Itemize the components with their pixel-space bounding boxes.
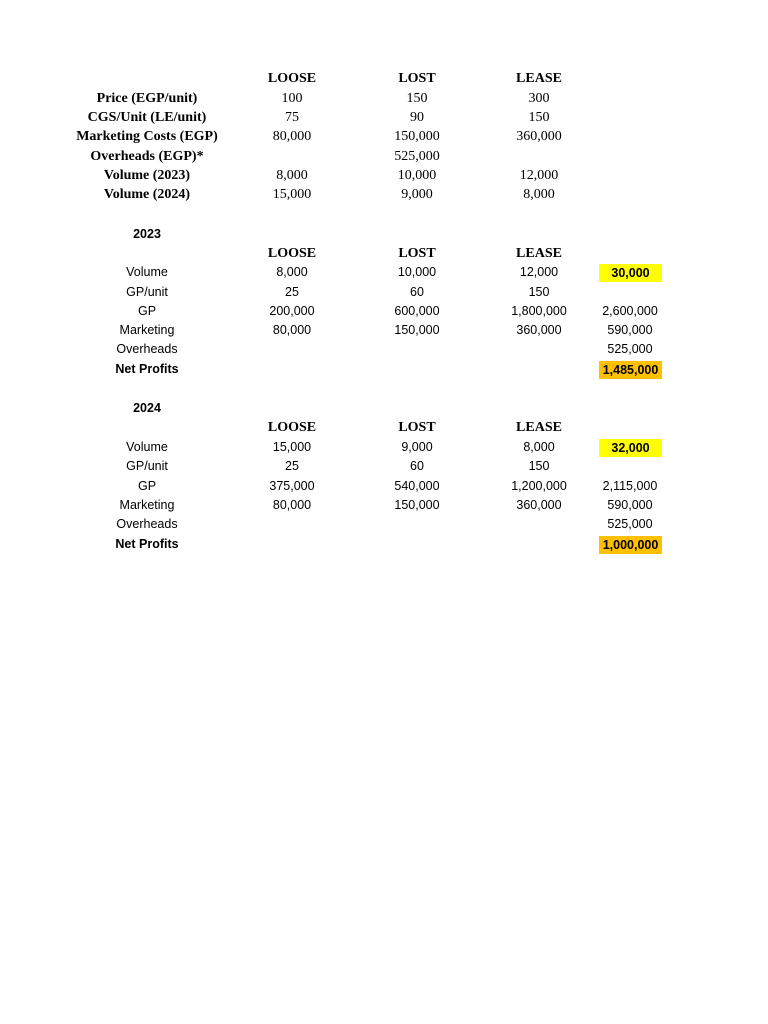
row-label: Volume — [126, 440, 168, 454]
section-2023-title-row — [0, 225, 768, 244]
section-2023-row-marketing — [0, 321, 768, 340]
cell-loose: 100 — [281, 91, 303, 106]
cell-lost: 150,000 — [394, 129, 440, 144]
inputs-row-price — [0, 89, 768, 108]
cell-lease: 1,200,000 — [511, 479, 567, 493]
cell-lost: 9,000 — [401, 440, 433, 454]
cell-loose: 80,000 — [272, 129, 312, 144]
section-2024-row-marketing — [0, 496, 768, 515]
row-label: GP/unit — [126, 285, 168, 299]
cell-loose — [242, 147, 342, 166]
row-label: GP — [137, 479, 157, 493]
section-2024-row-gp-unit — [0, 457, 768, 476]
cell-loose: 25 — [285, 459, 299, 473]
column-header-lease: LEASE — [516, 420, 562, 435]
section-2023-row-net-profits — [0, 360, 768, 379]
cell-lease: 300 — [528, 91, 550, 106]
cell-lost: 10,000 — [397, 168, 437, 183]
cell-lost: 10,000 — [397, 265, 437, 279]
cell-total — [580, 457, 680, 476]
cell-loose: 200,000 — [269, 304, 315, 318]
section-2023-row-gp — [0, 302, 768, 321]
row-label: GP/unit — [126, 459, 168, 473]
cell-lease: 12,000 — [519, 265, 559, 279]
row-label: Volume — [126, 265, 168, 279]
total-volume-highlight: 30,000 — [599, 264, 662, 282]
section-2024-row-overheads — [0, 515, 768, 534]
cell-lease: 360,000 — [516, 129, 562, 144]
row-label: Net Profits — [115, 537, 179, 551]
cell-total: 525,000 — [607, 342, 653, 356]
column-header-lost: LOST — [398, 420, 436, 435]
column-header-loose: LOOSE — [267, 420, 317, 435]
cell-lost: 60 — [410, 459, 424, 473]
cell-total: 590,000 — [607, 323, 653, 337]
cell-total: 2,115,000 — [602, 479, 658, 493]
cell-lost: 525,000 — [394, 149, 440, 164]
cell-lost: 540,000 — [394, 479, 440, 493]
row-label: Overheads (EGP)* — [90, 149, 204, 164]
inputs-row-volume-2024 — [0, 185, 768, 204]
inputs-header-row — [0, 69, 768, 88]
cell-lost: 150 — [406, 91, 428, 106]
cell-lost: 9,000 — [401, 187, 433, 202]
cell-total: 525,000 — [607, 517, 653, 531]
column-header-lost: LOST — [398, 71, 436, 86]
cell-loose: 8,000 — [276, 168, 308, 183]
cell-total — [580, 283, 680, 302]
cell-loose: 8,000 — [276, 265, 308, 279]
cell-loose: 80,000 — [272, 323, 312, 337]
cell-lost: 150,000 — [394, 498, 440, 512]
cell-lease: 8,000 — [523, 187, 555, 202]
net-profit-highlight: 1,000,000 — [599, 536, 662, 554]
cell-loose: 75 — [285, 110, 299, 125]
column-header-lease: LEASE — [516, 246, 562, 261]
cell-lease: 1,800,000 — [511, 304, 567, 318]
cell-lost: 90 — [410, 110, 424, 125]
total-volume-highlight: 32,000 — [599, 439, 662, 457]
section-2024-row-volume — [0, 438, 768, 457]
cell-lease: 150 — [528, 285, 550, 299]
net-profit-highlight: 1,485,000 — [599, 361, 662, 379]
row-label: Overheads — [116, 342, 178, 356]
section-2024-row-net-profits — [0, 535, 768, 554]
row-label: Volume (2023) — [103, 168, 191, 183]
row-label: GP — [137, 304, 157, 318]
column-header-lease: LEASE — [516, 71, 562, 86]
cell-total: 590,000 — [607, 498, 653, 512]
section-2024-header-row — [0, 418, 768, 437]
cell-lease: 150 — [528, 459, 550, 473]
column-header-loose: LOOSE — [267, 246, 317, 261]
row-label: Overheads — [116, 517, 178, 531]
column-header-lost: LOST — [398, 246, 436, 261]
section-year-2023: 2023 — [133, 227, 161, 241]
section-2023-row-volume — [0, 263, 768, 282]
cell-loose: 375,000 — [269, 479, 315, 493]
cell-loose: 80,000 — [272, 498, 312, 512]
cell-lease: 360,000 — [516, 498, 562, 512]
cell-lost: 60 — [410, 285, 424, 299]
row-label: Net Profits — [115, 362, 179, 376]
cell-total: 2,600,000 — [602, 304, 658, 318]
cell-loose: 15,000 — [272, 187, 312, 202]
inputs-row-cgs — [0, 108, 768, 127]
inputs-row-volume-2023 — [0, 166, 768, 185]
cell-loose: 15,000 — [272, 440, 312, 454]
section-year-2024: 2024 — [133, 401, 161, 415]
row-label: Marketing — [119, 498, 175, 512]
cell-lease: 360,000 — [516, 323, 562, 337]
row-label: Marketing Costs (EGP) — [76, 129, 218, 144]
row-label: Price (EGP/unit) — [96, 91, 198, 106]
row-label: CGS/Unit (LE/unit) — [87, 110, 207, 125]
section-2023-row-gp-unit — [0, 283, 768, 302]
cell-lease — [489, 147, 589, 166]
inputs-row-overheads — [0, 147, 768, 166]
section-2024-title-row — [0, 399, 768, 418]
cell-lease: 150 — [528, 110, 550, 125]
cell-lost: 150,000 — [394, 323, 440, 337]
cell-lease: 12,000 — [519, 168, 559, 183]
cell-lease: 8,000 — [523, 440, 555, 454]
column-header-loose: LOOSE — [267, 71, 317, 86]
section-2023-header-row — [0, 244, 768, 263]
section-2023-row-overheads — [0, 340, 768, 359]
inputs-row-marketing — [0, 127, 768, 146]
row-label: Marketing — [119, 323, 175, 337]
section-2024-row-gp — [0, 477, 768, 496]
cell-lost: 600,000 — [394, 304, 440, 318]
row-label: Volume (2024) — [103, 187, 191, 202]
cell-loose: 25 — [285, 285, 299, 299]
